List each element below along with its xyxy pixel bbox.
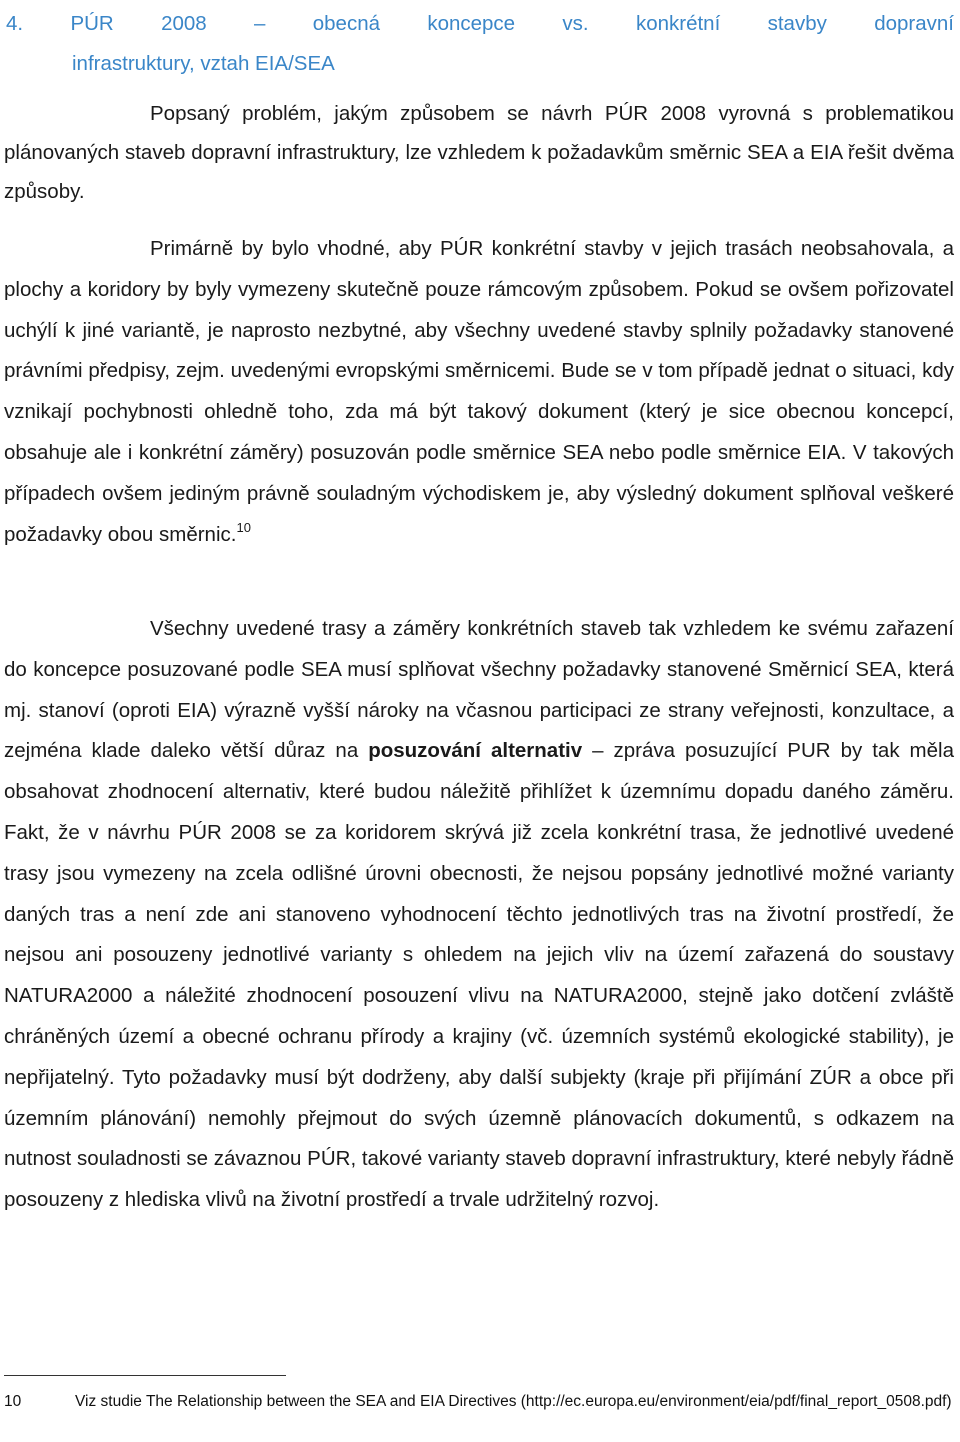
heading-word: vs. xyxy=(562,12,589,35)
footnote-number: 10 xyxy=(4,1393,22,1410)
section-heading xyxy=(6,4,954,84)
heading-line-1 xyxy=(6,4,954,44)
heading-line-2: infrastruktury, vztah EIA/SEA xyxy=(72,52,335,75)
heading-word: dopravní xyxy=(874,12,954,35)
paragraph-2 xyxy=(4,229,954,555)
paragraph-1 xyxy=(4,94,954,211)
heading-word: – xyxy=(254,12,266,35)
footnote-text: Viz studie The Relationship between the SEA and EIA Directives (http://ec.europa.eu/environment/eia/pdf/final_report_0508.pdf) xyxy=(75,1393,952,1410)
footnote-separator xyxy=(4,1375,286,1376)
paragraph-3 xyxy=(4,609,954,1221)
heading-word: 2008 xyxy=(161,12,207,35)
footnote-reference[interactable]: 10 xyxy=(236,519,251,535)
emphasis-posuzovani-alternativ: posuzování alternativ xyxy=(368,739,583,763)
heading-word: koncepce xyxy=(427,12,516,35)
heading-word: stavby xyxy=(767,12,827,35)
footnote xyxy=(4,1389,954,1414)
paragraph-3-text-start: Všechny uvedené trasy a záměry konkrétních staveb tak vzhledem ke svému zařazení do koncepce posuzované podle SEA musí splňovat všechny požadavky stanovené Směrnicí SEA, která mj. stanoví (oproti EIA) výrazně vyšší nároky na včasnou participaci ze strany veřejnosti, konzultace, a zejména klade daleko větší důraz na xyxy=(4,617,954,763)
heading-word: konkrétní xyxy=(635,12,721,35)
paragraph-1-text: Popsaný problém, jakým způsobem se návrh PÚR 2008 vyrovná s problematikou plánovaných staveb dopravní infrastruktury, lze vzhledem k požadavkům směrnic SEA a EIA řešit dvěma způsoby. xyxy=(4,102,954,203)
paragraph-3-text-end: – zpráva posuzující PUR by tak měla obsahovat zhodnocení alternativ, které budou náležitě přihlížet k územnímu dopadu daného záměru. Fakt, že v návrhu PÚR 2008 se za koridorem skrývá již zcela konkrétní trasa, že jednotlivé uvedené trasy jsou vymezeny na zcela odlišné úrovni obecnosti, že nejsou popsány jednotlivé možné varianty daných tras a není zde ani stanoveno vyhodnocení těchto jednotlivých tras na životní prostředí, že nejsou ani posouzeny jednotlivé varianty s ohledem na jejich vliv na území zařazená do soustavy NATURA2000 a náležité zhodnocení posouzení vlivu na NATURA2000, stejně jako dotčení zvláště chráněných území a obecné ochranu přírody a krajiny (vč. územních systémů ekologické stability), je nepřijatelný. Tyto požadavky musí být dodrženy, aby další subjekty (kraje při přijímání ZÚR a obce při územním plánování) nemohly přejmout do svých územně plánovacích dokumentů, s odkazem na nutnost souladnosti se závaznou PÚR, takové varianty staveb dopravní infrastruktury, které nebyly řádně posouzeny z hlediska vlivů na životní prostředí a trvale udržitelný rozvoj. xyxy=(4,739,954,1212)
heading-word: PÚR xyxy=(70,12,114,35)
heading-word: obecná xyxy=(312,12,380,35)
heading-word: 4. xyxy=(6,12,24,35)
paragraph-2-text: Primárně by bylo vhodné, aby PÚR konkrétní stavby v jejich trasách neobsahovala, a plochy a koridory by byly vymezeny skutečně pouze rámcovým způsobem. Pokud se ovšem pořizovatel uchýlí k jiné variantě, je naprosto nezbytné, aby všechny uvedené stavby splnily požadavky stanovené právními předpisy, zejm. uvedenými evropskými směrnicemi. Bude se v tom případě jednat o situaci, kdy vznikají pochybnosti ohledně toho, zda má být takový dokument (který je sice obecnou koncepcí, obsahuje ale i konkrétní záměry) posuzován podle směrnice SEA nebo podle směrnice EIA. V takových případech ovšem jediným právně souladným východiskem je, aby výsledný dokument splňoval veškeré požadavky obou směrnic. xyxy=(4,237,954,546)
